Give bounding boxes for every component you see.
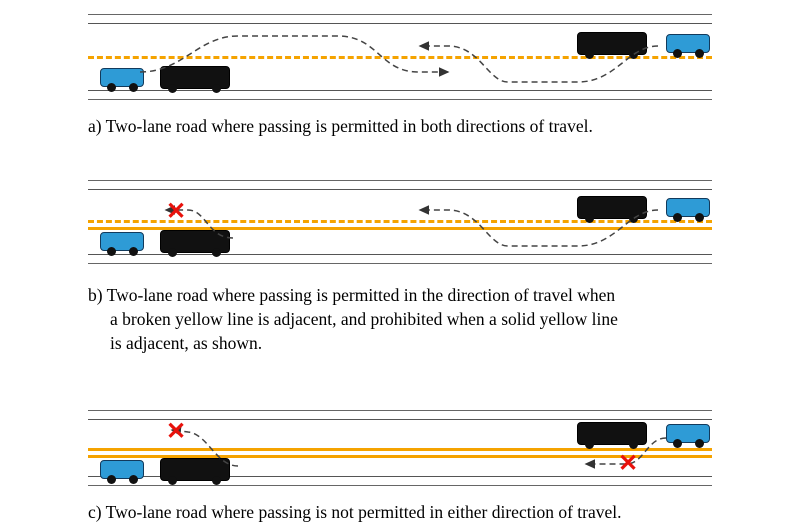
caption-c-line-1: c) Two-lane road where passing is not permitted in either direction of travel. (88, 502, 622, 522)
blue-car-right-a (666, 34, 710, 53)
diagram-panel-c (88, 408, 712, 478)
road-edge-top-inner-b (88, 189, 712, 190)
caption-a-line-1: a) Two-lane road where passing is permitted in both directions of travel. (88, 116, 593, 136)
wheel-icon (673, 213, 682, 222)
road-edge-top-outer-a (88, 14, 712, 15)
blue-car-right-c (666, 424, 710, 443)
x-mark-right-c: ✕ (618, 450, 639, 477)
road-edge-bottom-outer-c (88, 485, 712, 486)
road-edge-bottom-outer-b (88, 263, 712, 264)
wheel-icon (168, 248, 177, 257)
diagram-panel-a (88, 10, 712, 100)
wheel-icon (585, 214, 594, 223)
blue-car-right-b (666, 198, 710, 217)
wheel-icon (107, 247, 116, 256)
center-line-broken-a (88, 56, 712, 59)
caption-b-line-2: a broken yellow line is adjacent, and prohibited when a solid yellow line (110, 309, 618, 330)
wheel-icon (107, 475, 116, 484)
wheel-icon (212, 476, 221, 485)
wheel-icon (695, 213, 704, 222)
wheel-icon (629, 440, 638, 449)
wheel-icon (585, 50, 594, 59)
wheel-icon (629, 50, 638, 59)
wheel-icon (212, 84, 221, 93)
x-mark-left-b: ✕ (166, 198, 187, 225)
wheel-icon (629, 214, 638, 223)
wheel-icon (585, 440, 594, 449)
caption-b-line-1: b) Two-lane road where passing is permitted in the direction of travel when (88, 285, 616, 305)
caption-a (88, 114, 728, 138)
wheel-icon (695, 439, 704, 448)
wheel-icon (129, 83, 138, 92)
maneuver-arrows-a (88, 10, 712, 110)
wheel-icon (212, 248, 221, 257)
wheel-icon (107, 83, 116, 92)
wheel-icon (168, 84, 177, 93)
wheel-icon (129, 247, 138, 256)
wheel-icon (673, 439, 682, 448)
blue-car-left-a (100, 68, 144, 87)
road-edge-bottom-inner-b (88, 254, 712, 255)
caption-b (88, 283, 728, 355)
blue-car-left-b (100, 232, 144, 251)
road-edge-top-outer-b (88, 180, 712, 181)
diagram-panel-b (88, 178, 712, 260)
wheel-icon (695, 49, 704, 58)
blue-car-left-c (100, 460, 144, 479)
road-edge-bottom-inner-a (88, 90, 712, 91)
caption-c (88, 500, 748, 524)
x-mark-left-c: ✕ (166, 418, 187, 445)
road-edge-top-inner-a (88, 23, 712, 24)
road-edge-bottom-outer-a (88, 99, 712, 100)
road-edge-top-outer-c (88, 410, 712, 411)
wheel-icon (168, 476, 177, 485)
wheel-icon (673, 49, 682, 58)
caption-b-line-3: is adjacent, as shown. (110, 333, 263, 354)
wheel-icon (129, 475, 138, 484)
